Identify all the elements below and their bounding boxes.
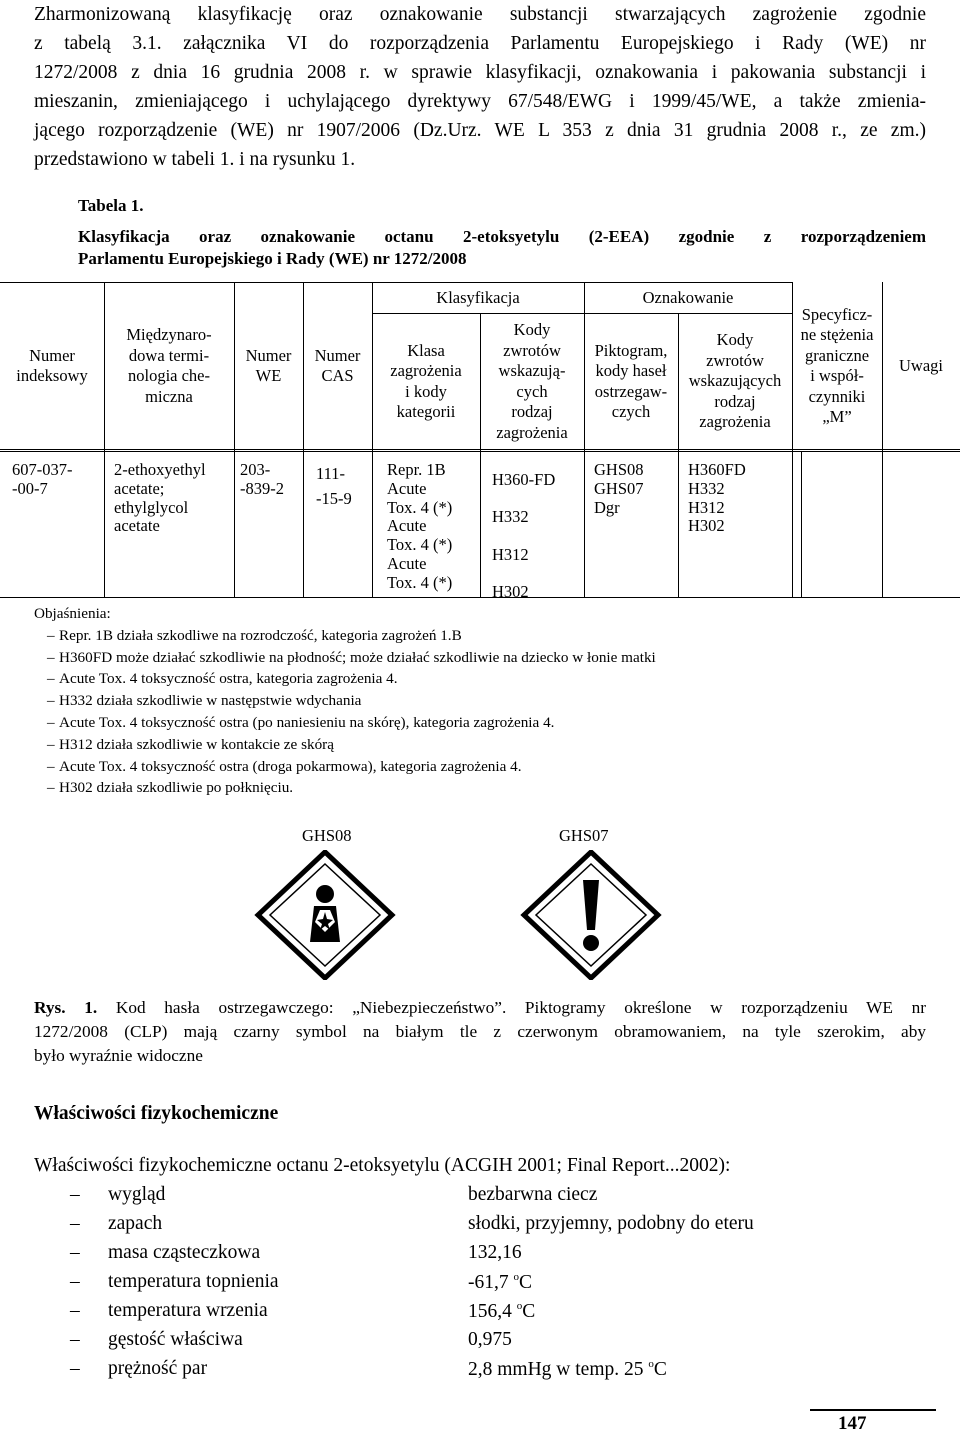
cell-cas-number: 111- -15-9 [316,464,352,508]
properties-intro: Właściwości fizykochemiczne octanu 2-etoksyetylu (ACGIH 2001; Final Report...2002): [34,1155,731,1176]
intro-line: mieszanin, zmieniającego i uchylającego dyrektywy 67/548/EWG i 1999/45/WE, a także zmienia- [34,91,926,112]
property-row: – wygląd bezbarwna ciecz [70,1184,598,1205]
explanation-item: – H332 działa szkodliwie w następstwie wdychania [47,692,362,710]
section-title: Właściwości fizykochemiczne [34,1103,279,1124]
header-cas-number: Numer CAS [314,345,361,385]
figure-caption-line: 1272/2008 (CLP) mają czarny symbol na białym tle z czerwonym obramowaniem, na tyle szerokim, aby [34,1022,926,1041]
table-title-line: Klasyfikacja oraz oznakowanie octanu 2-etoksyetylu (2-EEA) zgodnie z rozporządzeniem [78,227,926,246]
figure-caption-line: było wyraźnie widoczne [34,1046,203,1065]
table-title [78,226,926,270]
explanation-item: – Acute Tox. 4 toksyczność ostra (po naniesieniu na skórę), kategoria zagrożenia 4. [47,713,555,731]
explanations [34,603,656,799]
explanation-item: – Acute Tox. 4 toksyczność ostra, kategoria zagrożenia 4. [47,670,398,688]
page-number-rule [810,1409,936,1411]
intro-paragraph [34,0,926,174]
cell-hazard-class: Repr. 1B Acute Tox. 4 (*) Acute Tox. 4 (*) Acute Tox. 4 (*) [387,460,453,592]
cell-index-number: 607-037- -00-7 [12,460,73,498]
header-group-classification: Klasyfikacja [436,287,520,307]
intro-line: z tabelą 3.1. załącznika VI do rozporządzenia Parlamentu Europejskiego i Rady (WE) nr [34,33,926,54]
ghs07-label: GHS07 [559,826,609,845]
ghs08-label: GHS08 [302,826,352,845]
intro-line: Zharmonizowaną klasyfikację oraz oznakowanie substancji stwarzających zagrożenie zgodnie [34,4,926,25]
intro-line: 1272/2008 z dnia 16 grudnia 2008 r. w sprawie klasyfikacji, oznakowania i pakowania substancji i [34,62,926,83]
explanation-item: – H312 działa szkodliwie w kontakcie ze skórą [47,735,334,753]
cell-label-h-codes: H360FD H332 H312 H302 [688,460,746,536]
header-international-name: Międzynaro- dowa termi- nologia che- miczna [126,325,212,406]
header-class-h-codes: Kody zwrotów wskazują- cych rodzaj zagrożenia [496,320,568,442]
header-group-labelling: Oznakowanie [642,287,734,307]
property-row: – temperatura wrzenia 156,4 $^o$C [70,1300,536,1322]
property-row: – gęstość właściwa 0,975 [70,1329,512,1350]
table-rule [801,451,802,598]
table-title-line: Parlamentu Europejskiego i Rady (WE) nr 1272/2008 [78,249,467,268]
cell-class-h-codes: H360-FD H332 H312 H302 [492,470,556,601]
health-hazard-pictogram-icon [240,850,410,980]
intro-line: jącego rozporządzenie (WE) nr 1907/2006 (Dz.Urz. WE L 353 z dnia 31 grudnia 2008 r., ze zm.) [34,120,926,141]
page-number: 147 [838,1413,867,1434]
header-hazard-class: Klasa zagrożenia i kody kategorii [390,340,462,421]
header-ec-number: Numer WE [245,345,292,385]
header-notes: Uwagi [899,355,943,375]
cell-ec-number: 203- -839-2 [240,460,284,498]
explanation-item: – H360FD może działać szkodliwie na płodność; może działać szkodliwie na dziecko w łonie matki [47,648,656,666]
header-label-h-codes: Kody zwrotów wskazujących rodzaj zagrożenia [688,330,782,432]
figure-caption [34,996,926,1068]
explanation-item: – H302 działa szkodliwie po połknięciu. [47,779,294,797]
header-pictogram: Piktogram, kody haseł ostrzegaw- czych [594,340,668,421]
figure-label: Rys. 1. [34,998,98,1017]
explanation-item: – Repr. 1B działa szkodliwe na rozrodczość, kategoria zagrożeń 1.B [47,626,462,644]
header-specific-limits: Specyficz- ne stężenia graniczne i współ- czynniki „M” [800,304,874,426]
figure-caption-line: Rys. 1. Kod hasła ostrzegawczego: „Niebezpieczeństwo”. Piktogramy określone w rozporządzeniu WE nr [34,998,926,1017]
cell-pictogram: GHS08 GHS07 Dgr [594,460,644,517]
explanations-heading: Objaśnienia: [34,605,111,622]
exclamation-mark-pictogram-icon [506,850,676,980]
table-caption: Tabela 1. [78,196,144,215]
property-row: – temperatura topnienia -61,7 $^o$C [70,1271,533,1293]
explanation-item: – Acute Tox. 4 toksyczność ostra (droga pokarmowa), kategoria zagrożenia 4. [47,757,522,775]
cell-international-name: 2-ethoxyethyl acetate; ethylglycol acetate [114,460,206,536]
property-row: – prężność par 2,8 mmHg w temp. 25 $^o$C [70,1358,667,1380]
property-row: – zapach słodki, przyjemny, podobny do eteru [70,1213,754,1234]
intro-line: przedstawiono w tabeli 1. i na rysunku 1. [34,149,356,170]
header-index-number: Numer indeksowy [16,345,88,385]
property-row: – masa cząsteczkowa 132,16 [70,1242,522,1263]
